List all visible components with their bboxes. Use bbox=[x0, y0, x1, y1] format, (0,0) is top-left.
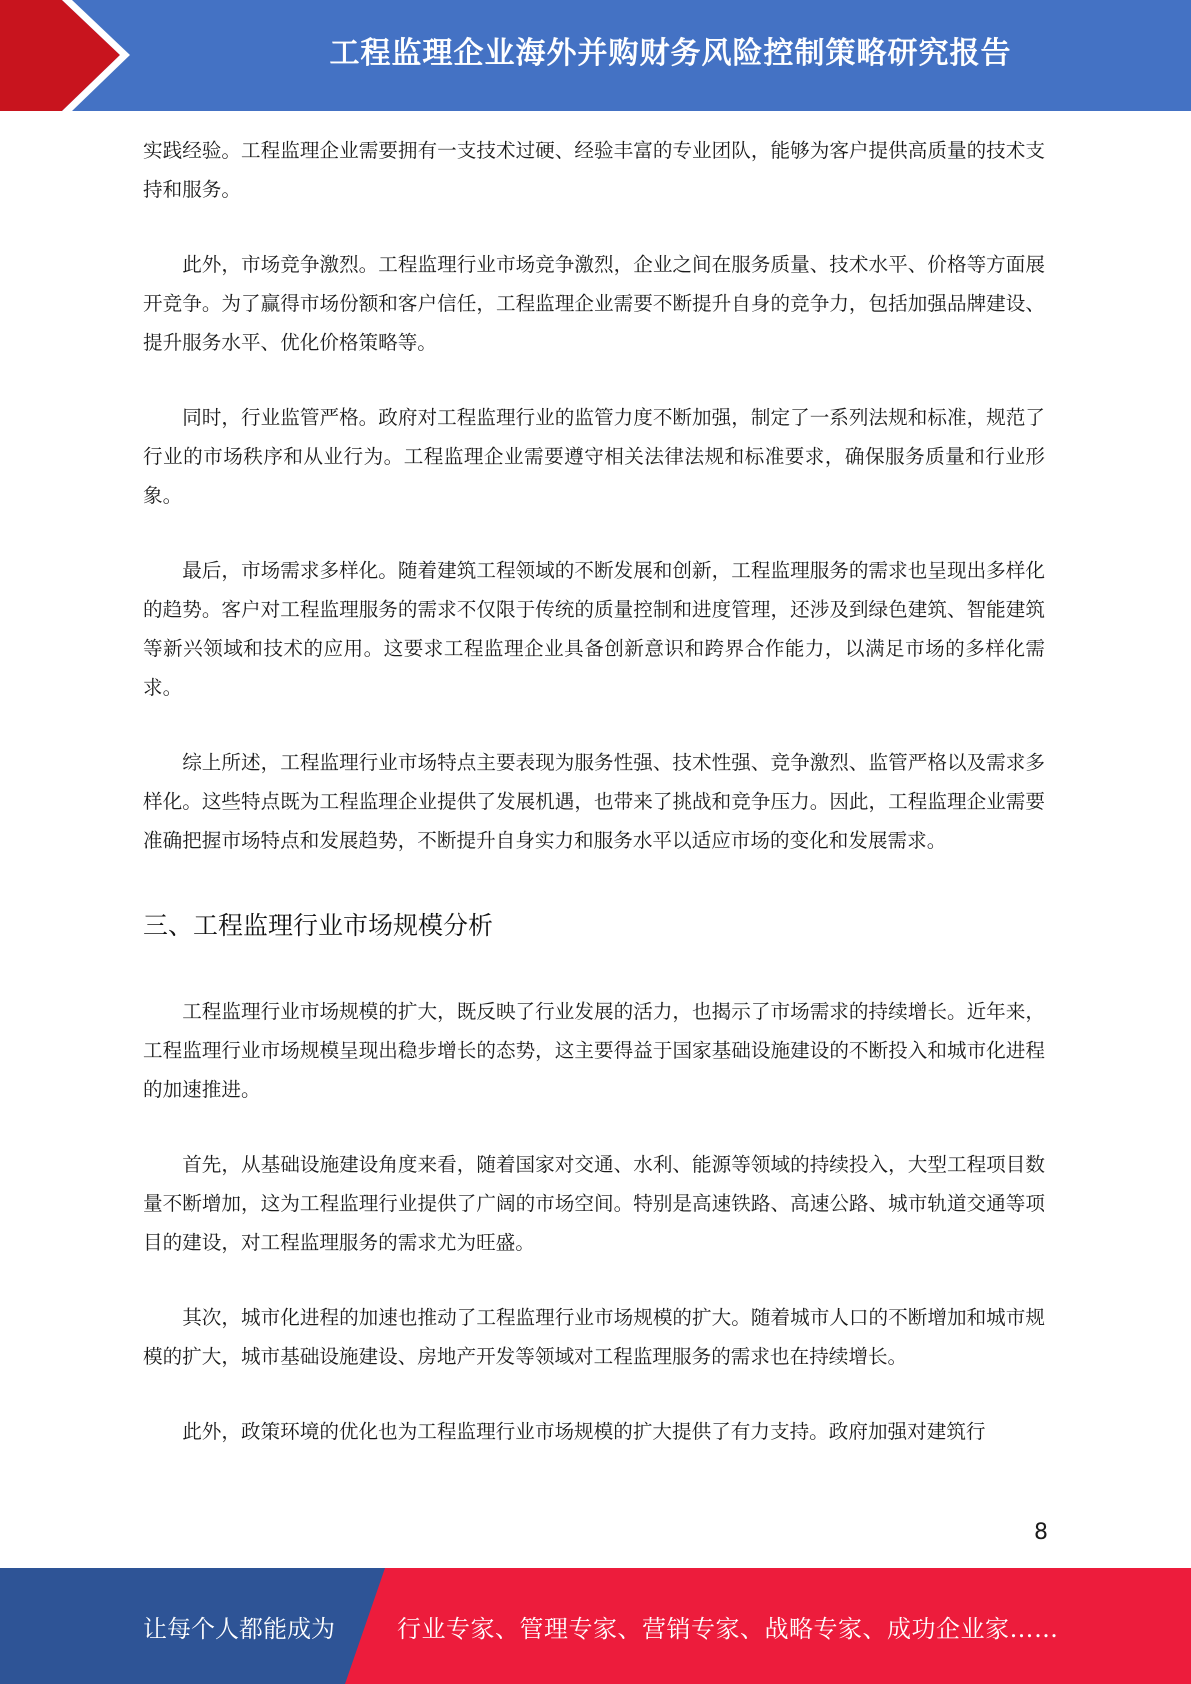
header-banner bbox=[0, 0, 1191, 111]
section-heading: 三、工程监理行业市场规模分析 bbox=[143, 911, 494, 940]
document-body bbox=[143, 131, 1045, 1451]
header-chevron-decoration bbox=[0, 0, 160, 111]
body-paragraph: 同时，行业监管严格。政府对工程监理行业的监管力度不断加强，制定了一系列法规和标准，规范了行业的市场秩序和从业行为。工程监理企业需要遵守相关法律法规和标准要求，确保服务质量和行业形象。 bbox=[143, 406, 1045, 507]
footer-banner bbox=[0, 1568, 1191, 1684]
body-paragraph: 此外，市场竞争激烈。工程监理行业市场竞争激烈，企业之间在服务质量、技术水平、价格等方面展开竞争。为了赢得市场份额和客户信任，工程监理企业需要不断提升自身的竞争力，包括加强品牌建设、提升服务水平、优化价格策略等。 bbox=[143, 253, 1045, 354]
body-paragraph: 实践经验。工程监理企业需要拥有一支技术过硬、经验丰富的专业团队，能够为客户提供高质量的技术支持和服务。 bbox=[143, 139, 1045, 201]
body-paragraph: 最后，市场需求多样化。随着建筑工程领域的不断发展和创新，工程监理服务的需求也呈现出多样化的趋势。客户对工程监理服务的需求不仅限于传统的质量控制和进度管理，还涉及到绿色建筑、智能建筑等新兴领域和技术的应用。这要求工程监理企业具备创新意识和跨界合作能力，以满足市场的多样化需求。 bbox=[143, 559, 1045, 699]
page-number: 8 bbox=[1034, 1520, 1048, 1545]
body-paragraph: 综上所述，工程监理行业市场特点主要表现为服务性强、技术性强、竞争激烈、监管严格以及需求多样化。这些特点既为工程监理企业提供了发展机遇，也带来了挑战和竞争压力。因此，工程监理企业需要准确把握市场特点和发展趋势，不断提升自身实力和服务水平以适应市场的变化和发展需求。 bbox=[143, 751, 1045, 852]
footer-slogan-right: 行业专家、管理专家、营销专家、战略专家、成功企业家…… bbox=[397, 1614, 1059, 1643]
body-paragraph: 工程监理行业市场规模的扩大，既反映了行业发展的活力，也揭示了市场需求的持续增长。近年来，工程监理行业市场规模呈现出稳步增长的态势，这主要得益于国家基础设施建设的不断投入和城市化进程的加速推进。 bbox=[143, 1000, 1045, 1101]
footer-slogan-left: 让每个人都能成为 bbox=[143, 1614, 335, 1643]
body-paragraph: 其次，城市化进程的加速也推动了工程监理行业市场规模的扩大。随着城市人口的不断增加和城市规模的扩大，城市基础设施建设、房地产开发等领域对工程监理服务的需求也在持续增长。 bbox=[143, 1306, 1045, 1368]
report-title: 工程监理企业海外并购财务风险控制策略研究报告 bbox=[329, 36, 1012, 71]
body-paragraph: 此外，政策环境的优化也为工程监理行业市场规模的扩大提供了有力支持。政府加强对建筑行 bbox=[182, 1420, 986, 1443]
body-paragraph: 首先，从基础设施建设角度来看，随着国家对交通、水利、能源等领域的持续投入，大型工程项目数量不断增加，这为工程监理行业提供了广阔的市场空间。特别是高速铁路、高速公路、城市轨道交通等项目的建设，对工程监理服务的需求尤为旺盛。 bbox=[143, 1153, 1045, 1254]
